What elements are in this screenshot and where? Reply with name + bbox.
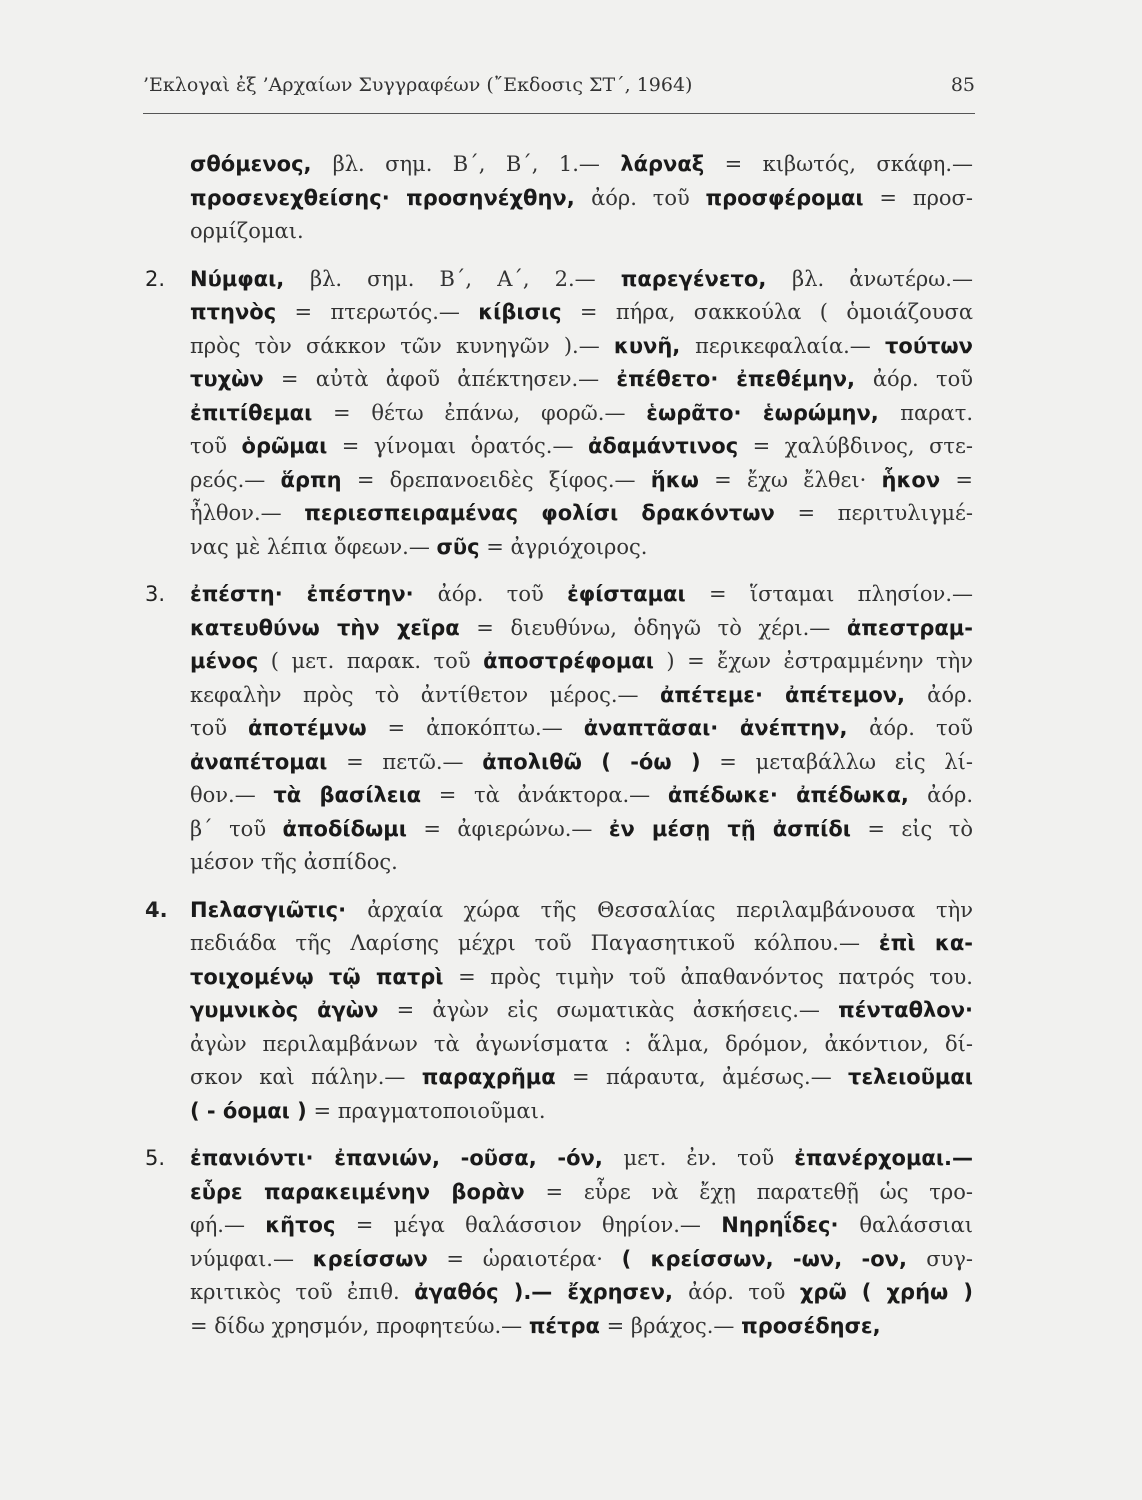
headword: μένος — [190, 649, 259, 673]
headword: ἥκω — [650, 467, 699, 492]
gloss-text: = γίνομαι ὁρατός.— — [327, 434, 588, 458]
headword: ἑωρᾶτο· ἑωρώμην, — [646, 400, 901, 425]
headword: πένταθλον· — [838, 998, 973, 1022]
headword: λάρναξ — [620, 152, 705, 176]
text-line — [190, 296, 973, 330]
gloss-text: = ἀγὼν εἰς σωματικὰς ἀσκήσεις.— — [378, 998, 839, 1022]
text-line — [190, 363, 973, 397]
gloss-text: = μεταβάλλω εἰς λί- — [700, 749, 973, 774]
gloss-text: = ἀγριόχοιρος. — [479, 534, 648, 559]
glossary-entry — [145, 894, 973, 1129]
headword: ἀναπέτομαι — [190, 749, 328, 774]
gloss-text: ἀόρ. τοῦ — [872, 367, 973, 391]
gloss-text: ορμίζομαι. — [190, 219, 304, 243]
text-line — [190, 263, 973, 297]
headword: τοιχομένῳ τῷ πατρὶ — [190, 964, 444, 989]
gloss-text: ἀόρ. τοῦ — [869, 716, 973, 740]
headword: σῦς — [436, 534, 480, 559]
gloss-text: ἦλθον.— — [190, 501, 305, 525]
headword: ἐν μέσῃ τῇ ἀσπίδι — [608, 816, 851, 841]
gloss-text: σκον καὶ πάλην.— — [190, 1065, 422, 1089]
headword: ἐπιτίθεμαι — [190, 400, 313, 425]
text-line — [190, 330, 973, 364]
text-line — [190, 497, 973, 531]
headword: τελειοῦμαι — [848, 1065, 973, 1089]
text-line — [190, 746, 973, 780]
headword: πτηνὸς — [190, 300, 277, 324]
gloss-text: = εἰς τὸ — [850, 816, 973, 841]
gloss-text: φή.— — [190, 1213, 266, 1237]
gloss-text: = πτερωτός.— — [276, 300, 479, 324]
headword: Νηρηΐδες· — [721, 1213, 860, 1237]
gloss-text: μέσον τῆς ἀσπίδος. — [190, 850, 398, 874]
text-line — [190, 645, 973, 679]
text-line — [190, 813, 973, 847]
headword: ἀποστρέφομαι — [483, 649, 654, 673]
text-line — [190, 1276, 973, 1310]
text-line — [190, 1061, 973, 1095]
gloss-text: πρὸς τὸν σάκκον τῶν κυνηγῶν ).— — [190, 333, 614, 358]
gloss-text: β΄ τοῦ — [190, 816, 283, 841]
headword: Νύμφαι, — [190, 266, 310, 291]
gloss-text: = μέγα θαλάσσιον θηρίον.— — [335, 1213, 722, 1237]
headword: τυχὼν — [190, 367, 264, 391]
headword: κατευθύνω τὴν χεῖρα — [190, 615, 460, 640]
gloss-text: ἀόρ. τοῦ — [591, 185, 706, 210]
gloss-text: ἀόρ. τοῦ — [688, 1280, 800, 1304]
gloss-text: = δίδω χρησμόν, προφητεύω.— — [190, 1313, 529, 1338]
headword: ἀπολιθῶ ( -όω ) — [482, 749, 701, 774]
headword: σθόμενος, — [190, 152, 333, 176]
gloss-text: ἀρχαία χώρα τῆς Θεσσαλίας περιλαμβάνουσα τὴν — [367, 897, 974, 922]
gloss-text: = θέτω ἐπάνω, φορῶ.— — [312, 400, 647, 425]
gloss-text: πεδιάδα τῆς Λαρίσης μέχρι τοῦ Παγασητικοῦ κόλπου.— — [190, 931, 879, 955]
gloss-text: = ἵσταμαι πλησίον.— — [685, 582, 973, 606]
gloss-text: νύμφαι.— — [190, 1246, 313, 1271]
gloss-text: ἀόρ. — [927, 682, 973, 707]
running-header — [143, 74, 975, 96]
gloss-text: = πήρα, σακκούλα ( ὁμοιάζουσα — [561, 300, 974, 324]
text-line — [190, 1243, 973, 1277]
gloss-text: = κιβωτός, σκάφη.— — [704, 152, 973, 176]
headword: ἀγαθός ).— ἔχρησεν, — [414, 1280, 689, 1304]
text-line — [190, 1176, 973, 1210]
headword: ( κρείσσων, -ων, -ον, — [621, 1246, 927, 1271]
text-line — [190, 148, 973, 182]
gloss-text: = — [940, 467, 973, 492]
headword: εὗρε παρακειμένην βορὰν — [190, 1179, 525, 1204]
gloss-text: τοῦ — [190, 716, 248, 740]
glossary-entry — [145, 578, 973, 880]
gloss-text: = διευθύνω, ὁδηγῶ τὸ χέρι.— — [459, 615, 847, 640]
headword: ἐπέστη· ἐπέστην· — [190, 582, 438, 606]
text-line — [190, 531, 973, 565]
headword: κρείσσων — [312, 1246, 428, 1271]
gloss-text: περικεφαλαία.— — [695, 333, 885, 358]
headword: γυμνικὸς ἀγὼν — [190, 998, 379, 1022]
headword: παρεγένετο, — [620, 266, 793, 291]
glossary-body — [145, 148, 973, 1357]
headword: ἀναπτᾶσαι· ἀνέπτην, — [583, 716, 870, 740]
headword: ἐπέθετο· ἐπεθέμην, — [616, 367, 873, 391]
headword: κίβισις — [478, 300, 562, 324]
glossary-entry — [145, 263, 973, 565]
gloss-text: = ὡραιοτέρα· — [427, 1246, 622, 1271]
text-line — [190, 1209, 973, 1243]
gloss-text: = πρὸς τιμὴν τοῦ ἀπαθανόντος πατρός του. — [443, 964, 973, 989]
headword: πέτρα — [528, 1313, 600, 1338]
text-line — [190, 961, 973, 995]
headword: προσενεχθείσης· προσηνέχθην, — [190, 185, 592, 210]
headword: ἅρπη — [280, 467, 342, 492]
headword: παραχρῆμα — [421, 1065, 556, 1089]
gloss-text: παρατ. — [900, 400, 974, 425]
headword: ἧκον — [881, 467, 941, 492]
gloss-text: νας μὲ λέπια ὄφεων.— — [190, 534, 437, 559]
text-line — [190, 846, 973, 880]
gloss-text: ρεός.— — [190, 467, 281, 492]
glossary-entry — [145, 1142, 973, 1343]
headword: ἀπεστραμ- — [846, 615, 973, 640]
headword: ἀποτέμνω — [248, 716, 367, 740]
headword: τούτων — [885, 333, 973, 358]
headword: περιεσπειραμένας φολίσι δρακόντων — [304, 501, 775, 525]
gloss-text: βλ. σημ. Β΄, Β΄, 1.— — [332, 152, 621, 176]
gloss-text: = δρεπανοειδὲς ξίφος.— — [341, 467, 651, 492]
gloss-text: = πραγματοποιοῦμαι. — [306, 1098, 546, 1123]
gloss-text: = ἀποκόπτω.— — [366, 716, 584, 740]
gloss-text: = περιτυλιγμέ- — [774, 501, 973, 525]
headword: ἀποδίδωμι — [282, 816, 407, 841]
gloss-text: = τὰ ἀνάκτορα.— — [421, 783, 668, 807]
headword: ἀδαμάντινος — [587, 434, 739, 458]
text-line — [190, 712, 973, 746]
headword: Πελασγιῶτις· — [190, 897, 368, 922]
text-line — [190, 1028, 973, 1062]
gloss-text: = ἔχω ἔλθει· — [698, 467, 882, 492]
gloss-text: = πάραυτα, ἀμέσως.— — [555, 1065, 849, 1089]
text-line — [190, 1310, 973, 1344]
gloss-text: = προσ- — [863, 185, 973, 210]
headword: ἐπὶ κα- — [878, 931, 973, 955]
gloss-text: = αὐτὰ ἀφοῦ ἀπέκτησεν.— — [263, 367, 617, 391]
gloss-text: = εὗρε νὰ ἔχῃ παρατεθῇ ὡς τρο- — [524, 1179, 973, 1204]
gloss-text: τοῦ — [190, 434, 242, 458]
headword: προσέδησε, — [741, 1313, 881, 1338]
headword: κυνῆ, — [613, 333, 696, 358]
headword: τὰ βασίλεια — [273, 783, 422, 807]
gloss-text: κριτικὸς τοῦ ἐπιθ. — [190, 1280, 415, 1304]
gloss-text: θαλάσσιαι — [859, 1213, 973, 1237]
gloss-text: ( μετ. παρακ. τοῦ — [258, 649, 484, 673]
gloss-text: μετ. ἐν. τοῦ — [623, 1146, 795, 1170]
header-rule — [143, 113, 975, 114]
text-line — [190, 927, 973, 961]
headword: ἀπέδωκε· ἀπέδωκα, — [667, 783, 928, 807]
text-line — [190, 578, 973, 612]
gloss-text: ἀγὼν περιλαμβάνων τὰ ἀγωνίσματα : ἅλμα, δρόμον, ἀκόντιον, δί- — [190, 1031, 973, 1056]
gloss-text: κεφαλὴν πρὸς τὸ ἀντίθετον μέρος.— — [190, 682, 660, 707]
gloss-text: θον.— — [190, 783, 274, 807]
gloss-text: ἀόρ. τοῦ — [437, 582, 568, 606]
gloss-text: = χαλύβδινος, στε- — [738, 434, 974, 458]
gloss-text: = βράχος.— — [599, 1313, 742, 1338]
text-line — [190, 397, 973, 431]
gloss-text: βλ. ἀνωτέρω.— — [792, 266, 973, 291]
gloss-text: ) = ἔχων ἐστραμμένην τὴν — [653, 649, 973, 673]
text-line — [190, 612, 973, 646]
text-line — [190, 894, 973, 928]
entry-number: 5. — [145, 1146, 166, 1170]
headword: ἐπανέρχομαι.— — [794, 1146, 973, 1170]
headword: ἐπανιόντι· ἐπανιών, -οῦσα, -όν, — [190, 1146, 624, 1170]
entry-number: 2. — [145, 266, 166, 291]
text-line — [190, 215, 973, 249]
headword: κῆτος — [265, 1213, 336, 1237]
text-line — [190, 464, 973, 498]
text-line — [190, 1142, 973, 1176]
headword: ἐφίσταμαι — [567, 582, 686, 606]
text-line — [190, 679, 973, 713]
gloss-text: = ἀφιερώνω.— — [406, 816, 609, 841]
glossary-entry — [145, 148, 973, 249]
entry-number: 3. — [145, 582, 166, 606]
gloss-text: βλ. σημ. Β΄, Α΄, 2.— — [309, 266, 621, 291]
entry-number: 4. — [145, 897, 168, 922]
headword: ( - όομαι ) — [190, 1098, 307, 1123]
gloss-text: συγ- — [926, 1246, 973, 1271]
text-line — [190, 994, 973, 1028]
text-line — [190, 182, 973, 216]
headword: χρῶ ( χρήω ) — [799, 1280, 973, 1304]
headword: ὁρῶμαι — [241, 434, 328, 458]
running-title: ’Εκλογαὶ ἐξ ’Αρχαίων Συγγραφέων (῎Εκδοσις ΣΤ΄, 1964) — [143, 74, 693, 96]
gloss-text: ἀόρ. — [927, 783, 974, 807]
gloss-text: = πετῶ.— — [327, 749, 483, 774]
text-line — [190, 1095, 973, 1129]
headword: προσφέρομαι — [705, 185, 864, 210]
headword: ἀπέτεμε· ἀπέτεμον, — [660, 682, 928, 707]
page-number: 85 — [950, 74, 975, 96]
text-line — [190, 779, 973, 813]
text-line — [190, 430, 973, 464]
